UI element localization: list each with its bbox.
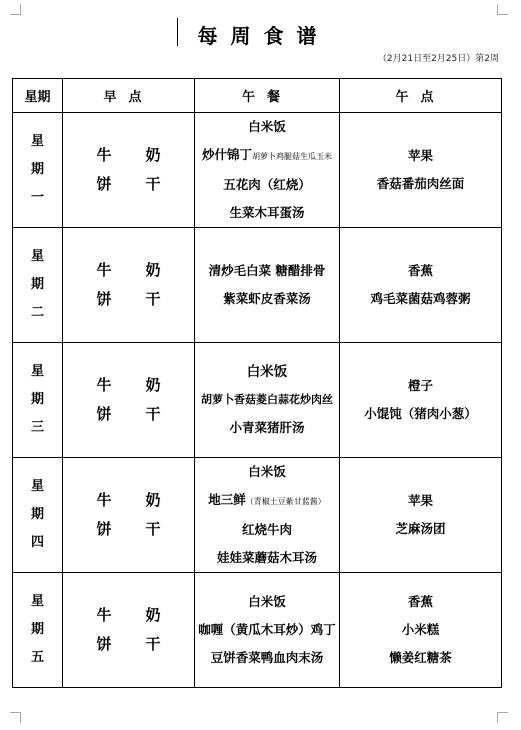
lunch-item: 生菜木耳蛋汤 (229, 205, 305, 220)
page-corner-mark (497, 712, 508, 723)
header-row (13, 79, 502, 113)
snack-item: 香蕉 (407, 594, 433, 609)
lunch-item: 咖喱（黄瓜木耳炒）鸡丁 (198, 622, 336, 637)
page-corner-mark (497, 4, 508, 15)
lunch-item: 小青菜猪肝汤 (229, 420, 305, 435)
lunch-cell (195, 343, 340, 458)
snack-item: 小馄饨（猪肉小葱） (364, 406, 477, 421)
header-lunch: 午餐 (195, 79, 340, 113)
lunch-cell (195, 458, 340, 573)
date-range-subtitle: （2月21日至2月25日）第2周 (377, 54, 499, 64)
page-corner-mark (10, 712, 21, 723)
weekday-cell: 星 期 二 (13, 228, 63, 343)
snack-cell (340, 113, 502, 228)
header-breakfast: 早点 (63, 79, 195, 113)
header-weekday: 星期 (13, 79, 63, 113)
weekday-cell: 星 期 五 (13, 573, 63, 688)
table-row (13, 573, 502, 688)
header-snack: 午点 (340, 79, 502, 113)
lunch-cell (195, 573, 340, 688)
weekday-cell: 星 期 三 (13, 343, 63, 458)
table-row (13, 458, 502, 573)
breakfast-cell: 牛 奶 饼 干 (63, 228, 195, 343)
lunch-item: 白米饭 (248, 119, 286, 134)
snack-item: 橙子 (407, 378, 433, 393)
snack-cell (340, 573, 502, 688)
snack-item: 香菇番茄肉丝面 (376, 176, 465, 191)
snack-item: 芝麻汤团 (395, 521, 446, 536)
page-corner-mark (10, 4, 21, 15)
snack-item: 香蕉 (407, 263, 433, 278)
lunch-item: 豆饼香菜鸭血肉末汤 (210, 650, 324, 665)
lunch-cell (195, 113, 340, 228)
page-title: 每周食谱 (197, 24, 330, 48)
lunch-item: 五花肉（红烧） (223, 177, 311, 192)
snack-item: 小米糕 (401, 622, 440, 637)
breakfast-cell: 牛 奶 饼 干 (63, 458, 195, 573)
weekday-cell: 星 期 四 (13, 458, 63, 573)
lunch-cell (195, 228, 340, 343)
lunch-item: 胡萝卜香菇菱白蒜花炒肉丝 (201, 393, 333, 406)
lunch-item: 白米饭 (248, 594, 286, 609)
snack-item: 鸡毛菜菌菇鸡蓉粥 (370, 291, 471, 306)
snack-cell (340, 228, 502, 343)
table-row (13, 113, 502, 228)
lunch-item: 地三鲜（青椒土豆紫甘蓝酱） (208, 492, 326, 507)
snack-item: 苹果 (407, 148, 433, 163)
lunch-item: 白米饭 (246, 364, 288, 380)
snack-cell (340, 343, 502, 458)
breakfast-cell: 牛 奶 饼 干 (63, 343, 195, 458)
weekday-cell: 星 期 一 (13, 113, 63, 228)
snack-item: 苹果 (407, 493, 433, 508)
lunch-item: 清炒毛白菜 糖醋排骨 (208, 263, 326, 278)
snack-cell (340, 458, 502, 573)
lunch-item: 娃娃菜蘑菇木耳汤 (216, 550, 317, 565)
lunch-item: 红烧牛肉 (241, 522, 292, 537)
lunch-item: 炒什锦丁胡萝卜鸡腿菇生瓜玉米 (201, 147, 332, 162)
table-row (13, 343, 502, 458)
breakfast-cell: 牛 奶 饼 干 (63, 573, 195, 688)
weekly-menu-table (12, 78, 502, 688)
lunch-item: 紫菜虾皮香菜汤 (223, 291, 311, 306)
table-row (13, 228, 502, 343)
lunch-item: 白米饭 (248, 464, 286, 479)
snack-item: 懒姜红糖茶 (389, 650, 452, 665)
breakfast-cell: 牛 奶 饼 干 (63, 113, 195, 228)
